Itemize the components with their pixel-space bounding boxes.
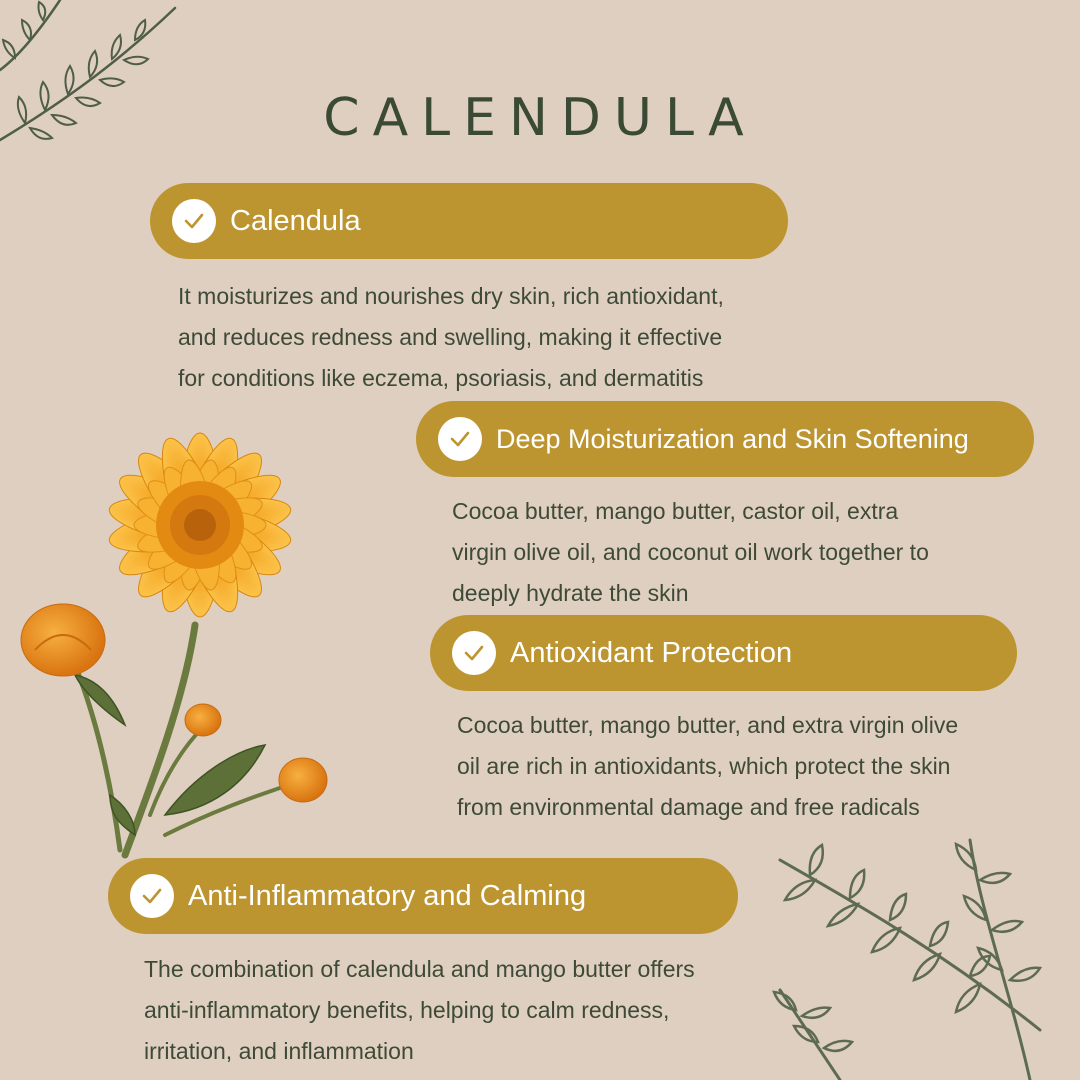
- description-line: virgin olive oil, and coconut oil work together to: [452, 539, 929, 565]
- check-icon: [172, 199, 216, 243]
- description-line: Cocoa butter, mango butter, and extra virgin olive: [457, 712, 959, 738]
- section-title: Calendula: [230, 204, 361, 237]
- calendula-flower-illustration: [15, 395, 385, 865]
- check-icon: [130, 874, 174, 918]
- description-line: Cocoa butter, mango butter, castor oil, extra: [452, 498, 899, 524]
- page-title: CALENDULA: [323, 88, 757, 148]
- description-line: and reduces redness and swelling, making it effective: [178, 324, 723, 350]
- check-icon: [438, 417, 482, 461]
- description-line: from environmental damage and free radicals: [457, 794, 920, 820]
- section-title: Anti-Inflammatory and Calming: [188, 879, 587, 912]
- section-title: Antioxidant Protection: [510, 636, 793, 669]
- section-header-calendula: [150, 183, 788, 259]
- section-description: [457, 705, 958, 828]
- section-title: Deep Moisturization and Skin Softening: [496, 423, 969, 454]
- fern-bottom-right-illustration: [740, 820, 1080, 1080]
- description-line: deeply hydrate the skin: [452, 580, 689, 606]
- section-header-antioxidant-protection: [430, 615, 1017, 691]
- description-line: anti-inflammatory benefits, helping to calm redness,: [144, 997, 670, 1023]
- description-line: oil are rich in antioxidants, which protect the skin: [457, 753, 951, 779]
- section-description: [144, 949, 695, 1072]
- description-line: The combination of calendula and mango butter offers: [144, 956, 695, 982]
- section-description: [452, 491, 929, 614]
- section-header-deep-moisturization: [416, 401, 1034, 477]
- section-description: [178, 276, 724, 399]
- description-line: It moisturizes and nourishes dry skin, rich antioxidant,: [178, 283, 724, 309]
- check-icon: [452, 631, 496, 675]
- section-header-anti-inflammatory: [108, 858, 738, 934]
- description-line: irritation, and inflammation: [144, 1038, 414, 1064]
- description-line: for conditions like eczema, psoriasis, and dermatitis: [178, 365, 704, 391]
